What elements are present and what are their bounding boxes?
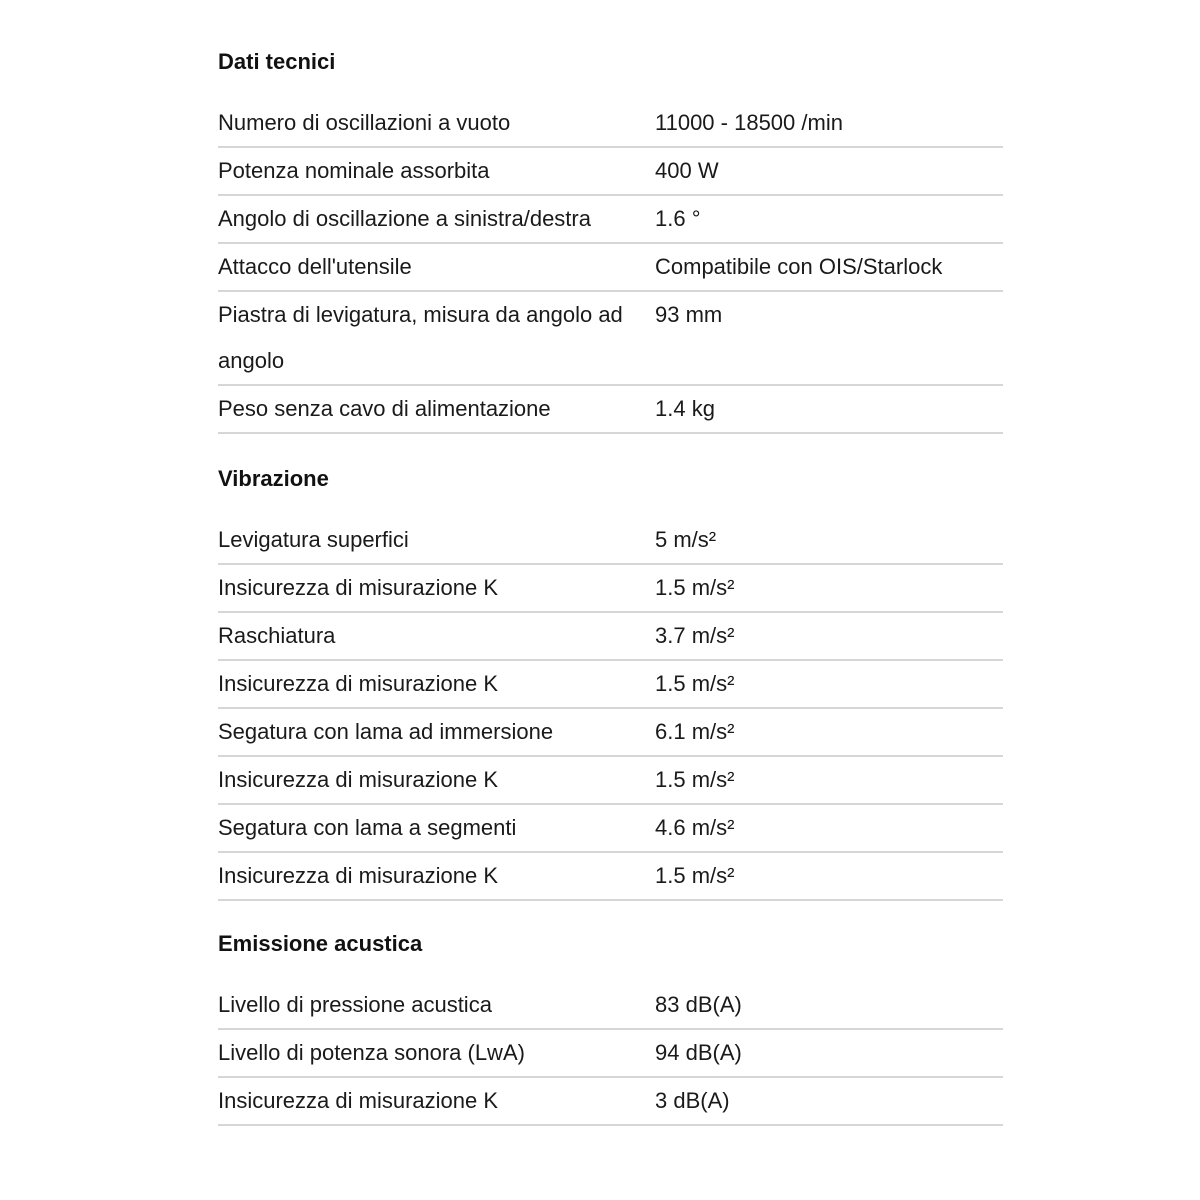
spec-value: 4.6 m/s² [655, 804, 1003, 852]
spec-label: Segatura con lama ad immersione [218, 708, 655, 756]
spec-value: 1.5 m/s² [655, 660, 1003, 708]
spec-value: 1.5 m/s² [655, 564, 1003, 612]
spec-table-dati-tecnici [218, 100, 1003, 434]
section-title-emissione-acustica: Emissione acustica [218, 931, 423, 956]
table-row [218, 708, 1003, 756]
section-title-dati-tecnici: Dati tecnici [218, 49, 336, 74]
spec-label: Insicurezza di misurazione K [218, 1077, 655, 1125]
table-row [218, 100, 1003, 147]
spec-value: 5 m/s² [655, 517, 1003, 564]
table-row [218, 243, 1003, 291]
spec-label: Levigatura superfici [218, 517, 655, 564]
spec-value: 6.1 m/s² [655, 708, 1003, 756]
spec-value: 1.4 kg [655, 385, 1003, 433]
table-row [218, 147, 1003, 195]
spec-value: Compatibile con OIS/Starlock [655, 243, 1003, 291]
table-row [218, 1077, 1003, 1125]
table-row [218, 660, 1003, 708]
spec-value: 3 dB(A) [655, 1077, 1003, 1125]
spec-label: Potenza nominale assorbita [218, 147, 655, 195]
table-row [218, 195, 1003, 243]
spec-label: Livello di potenza sonora (LwA) [218, 1029, 655, 1077]
spec-value: 94 dB(A) [655, 1029, 1003, 1077]
spec-value: 3.7 m/s² [655, 612, 1003, 660]
table-row [218, 1029, 1003, 1077]
section-title-vibrazione: Vibrazione [218, 466, 329, 491]
spec-label: Segatura con lama a segmenti [218, 804, 655, 852]
spec-label: Livello di pressione acustica [218, 982, 655, 1029]
table-row [218, 804, 1003, 852]
table-row [218, 612, 1003, 660]
spec-label: Numero di oscillazioni a vuoto [218, 100, 655, 147]
spec-label: Insicurezza di misurazione K [218, 564, 655, 612]
table-row [218, 291, 1003, 385]
table-row [218, 564, 1003, 612]
table-row [218, 852, 1003, 900]
table-row [218, 982, 1003, 1029]
spec-value: 11000 - 18500 /min [655, 100, 1003, 147]
spec-value: 1.5 m/s² [655, 756, 1003, 804]
spec-table-vibrazione [218, 517, 1003, 901]
spec-label: Peso senza cavo di alimentazione [218, 385, 655, 433]
spec-label: Raschiatura [218, 612, 655, 660]
spec-table-emissione-acustica [218, 982, 1003, 1126]
technical-specs [218, 0, 1003, 1126]
spec-label: Piastra di levigatura, misura da angolo ad angolo [218, 291, 655, 385]
spec-value: 83 dB(A) [655, 982, 1003, 1029]
spec-label: Insicurezza di misurazione K [218, 660, 655, 708]
spec-value: 400 W [655, 147, 1003, 195]
table-row [218, 517, 1003, 564]
table-row [218, 385, 1003, 433]
spec-value: 1.6 ° [655, 195, 1003, 243]
table-row [218, 756, 1003, 804]
spec-value: 1.5 m/s² [655, 852, 1003, 900]
spec-value: 93 mm [655, 291, 1003, 385]
spec-label: Attacco dell'utensile [218, 243, 655, 291]
spec-label: Insicurezza di misurazione K [218, 756, 655, 804]
spec-label: Insicurezza di misurazione K [218, 852, 655, 900]
spec-label: Angolo di oscillazione a sinistra/destra [218, 195, 655, 243]
